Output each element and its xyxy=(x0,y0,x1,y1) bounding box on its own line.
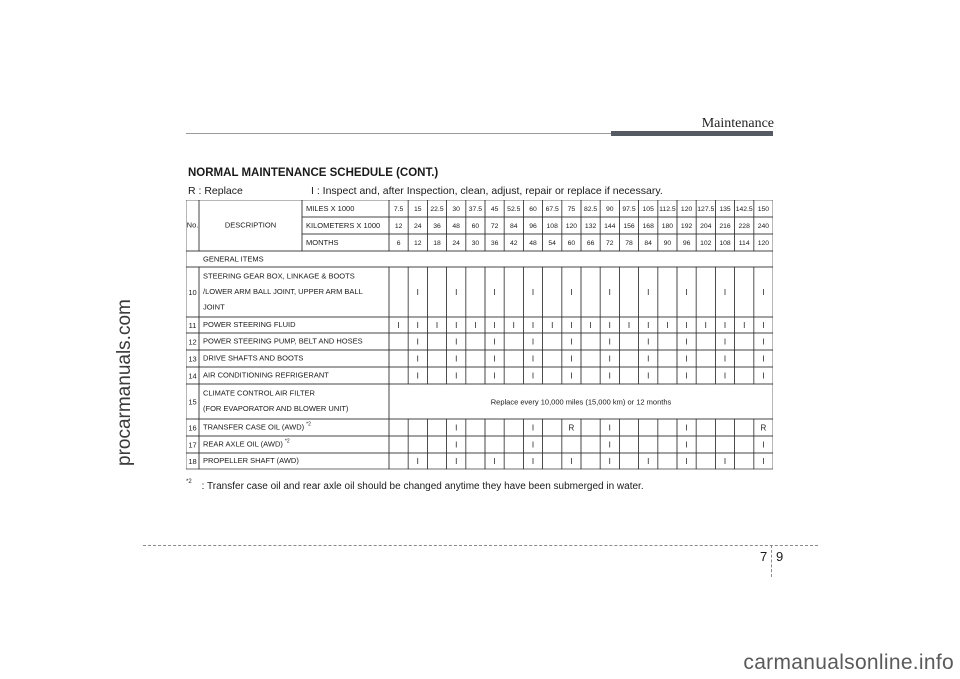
schedule-mark: I xyxy=(704,321,707,331)
schedule-cell xyxy=(389,350,408,367)
schedule-cell xyxy=(389,436,408,453)
schedule-cell xyxy=(735,436,754,453)
item-description: /LOWER ARM BALL JOINT, UPPER ARM BALL xyxy=(203,286,363,296)
interval-value: 15 xyxy=(414,205,422,213)
schedule-cell xyxy=(696,436,715,453)
footnote-ref: *2 xyxy=(284,438,290,445)
schedule-mark: I xyxy=(455,457,458,467)
interval-value: 108 xyxy=(546,222,558,230)
interval-value: 12 xyxy=(394,222,403,230)
schedule-cell xyxy=(658,333,677,350)
schedule-mark: I xyxy=(762,337,765,347)
interval-value: 67.5 xyxy=(545,205,559,213)
schedule-cell xyxy=(504,267,523,317)
item-description: PROPELLER SHAFT (AWD) xyxy=(203,455,299,465)
interval-value: 84 xyxy=(644,239,652,247)
footnote xyxy=(186,481,644,492)
schedule-cell xyxy=(696,419,715,436)
schedule-cell xyxy=(543,367,562,384)
schedule-mark: I xyxy=(455,354,458,364)
schedule-mark: I xyxy=(685,371,688,381)
schedule-mark: I xyxy=(531,354,535,364)
schedule-mark: I xyxy=(416,337,419,347)
interval-value: 96 xyxy=(529,222,537,230)
item-number: 11 xyxy=(188,320,197,330)
interval-value: 60 xyxy=(567,239,576,247)
schedule-mark: I xyxy=(493,288,496,298)
schedule-cell xyxy=(427,267,446,317)
interval-value: 228 xyxy=(738,222,750,230)
schedule-cell xyxy=(735,267,754,317)
schedule-cell xyxy=(466,436,485,453)
schedule-mark: I xyxy=(416,457,419,467)
schedule-mark: I xyxy=(647,354,650,364)
schedule-cell xyxy=(735,453,754,469)
schedule-cell xyxy=(543,267,562,317)
schedule-mark: I xyxy=(474,321,477,331)
schedule-mark: I xyxy=(762,288,765,298)
schedule-mark: I xyxy=(416,371,419,381)
interval-value: 97.5 xyxy=(622,205,636,213)
schedule-mark: R xyxy=(760,423,767,433)
schedule-mark: I xyxy=(608,337,611,347)
schedule-cell xyxy=(658,367,677,384)
legend-replace: R : Replace xyxy=(188,185,243,197)
item-description: POWER STEERING FLUID xyxy=(203,319,296,329)
interval-value: 102 xyxy=(700,239,712,247)
schedule-cell xyxy=(543,436,562,453)
schedule-mark: I xyxy=(551,321,554,331)
schedule-mark: I xyxy=(570,321,573,331)
interval-value: 30 xyxy=(471,239,480,247)
interval-value: 18 xyxy=(433,239,441,247)
schedule-mark: I xyxy=(723,337,727,347)
schedule-mark: I xyxy=(493,337,496,347)
bottom-watermark: carmanualsonline.info xyxy=(743,651,954,674)
interval-value: 60 xyxy=(529,205,537,213)
schedule-mark: I xyxy=(455,440,458,450)
schedule-cell xyxy=(466,453,485,469)
maintenance-schedule-table xyxy=(186,200,773,472)
schedule-mark: I xyxy=(685,423,688,433)
schedule-cell xyxy=(639,419,658,436)
schedule-cell xyxy=(715,419,734,436)
item-number: 12 xyxy=(188,337,197,347)
interval-value: 75 xyxy=(567,205,576,213)
schedule-cell xyxy=(408,419,427,436)
schedule-cell xyxy=(504,436,523,453)
schedule-mark: I xyxy=(685,288,688,298)
interval-value: 216 xyxy=(719,222,731,230)
schedule-cell xyxy=(735,419,754,436)
interval-value: 240 xyxy=(757,222,770,230)
schedule-cell xyxy=(715,436,734,453)
interval-value: 42 xyxy=(510,239,518,247)
item-number: 15 xyxy=(188,397,197,407)
interval-value: 36 xyxy=(490,239,499,247)
schedule-cell xyxy=(485,419,504,436)
interval-value: 30 xyxy=(452,205,460,213)
interval-value: 142.5 xyxy=(735,205,753,213)
schedule-cell xyxy=(696,367,715,384)
schedule-cell xyxy=(619,367,638,384)
schedule-mark: I xyxy=(723,354,727,364)
schedule-mark: I xyxy=(685,337,688,347)
interval-value: 60 xyxy=(471,222,480,230)
schedule-mark: I xyxy=(493,371,496,381)
schedule-mark: I xyxy=(723,321,727,331)
interval-value: 72 xyxy=(490,222,499,230)
interval-value: 48 xyxy=(452,222,460,230)
interval-value: 132 xyxy=(584,222,597,230)
interval-value: 90 xyxy=(663,239,672,247)
schedule-cell xyxy=(543,333,562,350)
schedule-mark: I xyxy=(743,321,746,331)
schedule-mark: I xyxy=(723,371,727,381)
interval-value: 204 xyxy=(700,222,712,230)
schedule-mark: I xyxy=(723,457,727,467)
header-title: Maintenance xyxy=(701,116,774,131)
interval-value: 156 xyxy=(623,222,635,230)
schedule-mark: I xyxy=(685,321,688,331)
schedule-cell xyxy=(696,267,715,317)
schedule-mark: I xyxy=(762,371,765,381)
header-accent-bar xyxy=(611,131,773,136)
schedule-cell xyxy=(619,267,638,317)
interval-value: 84 xyxy=(510,222,518,230)
schedule-cell xyxy=(389,367,408,384)
item-number: 10 xyxy=(188,287,197,297)
interval-value: 72 xyxy=(606,239,614,247)
interval-value: 66 xyxy=(586,239,595,247)
interval-value: 180 xyxy=(661,222,674,230)
page-number-divider xyxy=(771,545,772,577)
item-description: JOINT xyxy=(203,302,225,312)
schedule-mark: I xyxy=(531,337,535,347)
schedule-cell xyxy=(581,419,600,436)
item-span-text: Replace every 10,000 miles (15,000 km) or 12 months xyxy=(490,397,672,407)
schedule-cell xyxy=(581,333,600,350)
interval-value: 108 xyxy=(719,239,731,247)
schedule-cell xyxy=(619,350,638,367)
item-description: TRANSFER CASE OIL (AWD) $^{*2}$ xyxy=(203,421,311,432)
item-number: 14 xyxy=(188,371,197,381)
schedule-cell xyxy=(389,267,408,317)
schedule-cell xyxy=(427,350,446,367)
page-number: 9 xyxy=(776,549,784,564)
schedule-mark: I xyxy=(531,457,535,467)
side-watermark: procarmanuals.com xyxy=(114,299,135,466)
schedule-cell xyxy=(696,333,715,350)
interval-value: 24 xyxy=(452,239,460,247)
schedule-cell xyxy=(735,333,754,350)
schedule-cell xyxy=(427,453,446,469)
schedule-cell xyxy=(696,350,715,367)
schedule-mark: I xyxy=(531,288,535,298)
schedule-mark: I xyxy=(608,423,611,433)
schedule-mark: I xyxy=(512,321,515,331)
schedule-cell xyxy=(504,350,523,367)
item-number: 13 xyxy=(188,354,197,364)
interval-value: 22.5 xyxy=(430,205,444,213)
schedule-cell xyxy=(466,267,485,317)
interval-value: 48 xyxy=(529,239,537,247)
schedule-mark: I xyxy=(416,321,419,331)
schedule-cell xyxy=(504,367,523,384)
interval-value: 54 xyxy=(548,239,556,247)
interval-value: 144 xyxy=(604,222,616,230)
schedule-mark: I xyxy=(570,371,573,381)
schedule-mark: I xyxy=(455,337,458,347)
schedule-cell xyxy=(619,436,638,453)
interval-label: MONTHS xyxy=(306,237,339,247)
interval-value: 120 xyxy=(680,205,693,213)
schedule-cell xyxy=(658,453,677,469)
schedule-mark: I xyxy=(647,337,650,347)
header-no-label: No. xyxy=(186,220,199,230)
schedule-mark: I xyxy=(416,354,419,364)
page-chapter-number: 7 xyxy=(760,549,768,564)
schedule-mark: I xyxy=(570,457,573,467)
interval-value: 90 xyxy=(606,205,614,213)
interval-value: 120 xyxy=(565,222,578,230)
interval-value: 150 xyxy=(757,205,770,213)
interval-value: 82.5 xyxy=(583,205,598,213)
interval-value: 96 xyxy=(682,239,691,247)
item-description: POWER STEERING PUMP, BELT AND HOSES xyxy=(203,336,363,346)
schedule-mark: I xyxy=(531,440,535,450)
header-description-label: DESCRIPTION xyxy=(224,220,277,230)
footnote-marker: *2 xyxy=(186,479,192,485)
item-description: DRIVE SHAFTS AND BOOTS xyxy=(203,353,304,363)
schedule-cell xyxy=(427,367,446,384)
interval-value: 105 xyxy=(642,205,654,213)
schedule-cell xyxy=(389,333,408,350)
schedule-cell xyxy=(639,436,658,453)
interval-value: 120 xyxy=(757,239,770,247)
schedule-mark: I xyxy=(762,321,765,331)
schedule-mark: I xyxy=(608,321,611,331)
schedule-mark: I xyxy=(608,371,611,381)
footnote-text: : Transfer case oil and rear axle oil should be changed anytime they have been submerged in water. xyxy=(201,481,644,492)
schedule-cell xyxy=(466,333,485,350)
item-description: REAR AXLE OIL (AWD) $^{*2}$ xyxy=(203,438,290,449)
schedule-cell xyxy=(581,267,600,317)
interval-value: 6 xyxy=(396,239,401,247)
interval-label: MILES X 1000 xyxy=(306,203,355,213)
schedule-mark: I xyxy=(455,371,458,381)
item-description: AIR CONDITIONING REFRIGERANT xyxy=(203,370,329,380)
schedule-cell xyxy=(581,350,600,367)
schedule-mark: I xyxy=(397,321,400,331)
schedule-cell xyxy=(466,350,485,367)
interval-value: 135 xyxy=(719,205,731,213)
schedule-mark: I xyxy=(608,354,611,364)
section-title: NORMAL MAINTENANCE SCHEDULE (CONT.) xyxy=(188,167,439,179)
footer-rule xyxy=(143,545,818,546)
schedule-mark: I xyxy=(685,354,688,364)
schedule-cell xyxy=(427,436,446,453)
schedule-cell xyxy=(619,419,638,436)
interval-value: 168 xyxy=(642,222,654,230)
item-description: CLIMATE CONTROL AIR FILTER xyxy=(203,388,315,398)
schedule-cell xyxy=(658,267,677,317)
schedule-cell xyxy=(658,419,677,436)
schedule-mark: I xyxy=(608,288,611,298)
general-items-label: GENERAL ITEMS xyxy=(203,254,264,264)
interval-value: 127.5 xyxy=(697,205,715,213)
schedule-cell xyxy=(581,436,600,453)
schedule-mark: I xyxy=(762,457,765,467)
schedule-cell xyxy=(466,367,485,384)
schedule-mark: I xyxy=(647,321,650,331)
interval-value: 114 xyxy=(738,239,750,247)
legend-inspect: I : Inspect and, after Inspection, clean, adjust, repair or replace if necessary. xyxy=(311,185,663,197)
schedule-cell xyxy=(562,436,581,453)
interval-value: 24 xyxy=(414,222,422,230)
schedule-mark: I xyxy=(493,457,496,467)
schedule-cell xyxy=(619,453,638,469)
schedule-mark: R xyxy=(568,423,575,433)
schedule-mark: I xyxy=(685,440,688,450)
schedule-cell xyxy=(581,367,600,384)
schedule-cell xyxy=(735,350,754,367)
interval-value: 52.5 xyxy=(507,205,521,213)
schedule-cell xyxy=(581,453,600,469)
item-description: STEERING GEAR BOX, LINKAGE & BOOTS xyxy=(203,271,355,281)
interval-value: 37.5 xyxy=(468,205,483,213)
schedule-mark: I xyxy=(531,371,535,381)
item-number: 18 xyxy=(188,456,197,466)
item-number: 17 xyxy=(188,440,197,450)
schedule-mark: I xyxy=(493,321,496,331)
schedule-mark: I xyxy=(493,354,496,364)
schedule-mark: I xyxy=(531,423,535,433)
schedule-mark: I xyxy=(723,288,727,298)
schedule-cell xyxy=(427,419,446,436)
interval-value: 112.5 xyxy=(659,205,676,213)
interval-value: 12 xyxy=(414,239,422,247)
schedule-mark: I xyxy=(589,321,592,331)
footnote-ref: *2 xyxy=(306,421,311,428)
schedule-cell xyxy=(466,419,485,436)
schedule-mark: I xyxy=(685,457,688,467)
header-rule xyxy=(186,133,611,134)
schedule-cell xyxy=(619,333,638,350)
schedule-mark: I xyxy=(762,354,765,364)
schedule-cell xyxy=(658,436,677,453)
schedule-mark: I xyxy=(570,354,573,364)
item-description: (FOR EVAPORATOR AND BLOWER UNIT) xyxy=(203,404,349,414)
schedule-cell xyxy=(485,436,504,453)
interval-value: 78 xyxy=(625,239,633,247)
schedule-cell xyxy=(389,419,408,436)
schedule-cell xyxy=(543,350,562,367)
schedule-cell xyxy=(504,419,523,436)
schedule-cell xyxy=(427,333,446,350)
schedule-cell xyxy=(543,453,562,469)
schedule-cell xyxy=(543,419,562,436)
interval-value: 36 xyxy=(433,222,441,230)
interval-value: 192 xyxy=(680,222,693,230)
schedule-mark: I xyxy=(647,371,650,381)
schedule-cell xyxy=(504,333,523,350)
interval-value: 45 xyxy=(490,205,499,213)
schedule-cell xyxy=(389,453,408,469)
schedule-mark: I xyxy=(531,321,535,331)
schedule-mark: I xyxy=(455,423,458,433)
schedule-cell xyxy=(658,350,677,367)
schedule-mark: I xyxy=(455,321,458,331)
interval-label: KILOMETERS X 1000 xyxy=(306,220,381,230)
schedule-cell xyxy=(408,436,427,453)
schedule-mark: I xyxy=(608,457,611,467)
schedule-mark: I xyxy=(647,288,650,298)
interval-value: 7.5 xyxy=(393,205,404,213)
schedule-mark: I xyxy=(762,440,765,450)
schedule-mark: I xyxy=(435,321,439,331)
schedule-mark: I xyxy=(570,337,573,347)
general-items-row xyxy=(186,251,773,267)
schedule-mark: I xyxy=(416,288,419,298)
schedule-mark: I xyxy=(666,321,669,331)
schedule-mark: I xyxy=(647,457,650,467)
schedule-mark: I xyxy=(608,440,611,450)
schedule-cell xyxy=(735,367,754,384)
schedule-mark: I xyxy=(570,288,573,298)
item-number: 16 xyxy=(188,423,197,433)
schedule-cell xyxy=(696,453,715,469)
schedule-mark: I xyxy=(627,321,631,331)
schedule-mark: I xyxy=(455,288,458,298)
schedule-cell xyxy=(504,453,523,469)
